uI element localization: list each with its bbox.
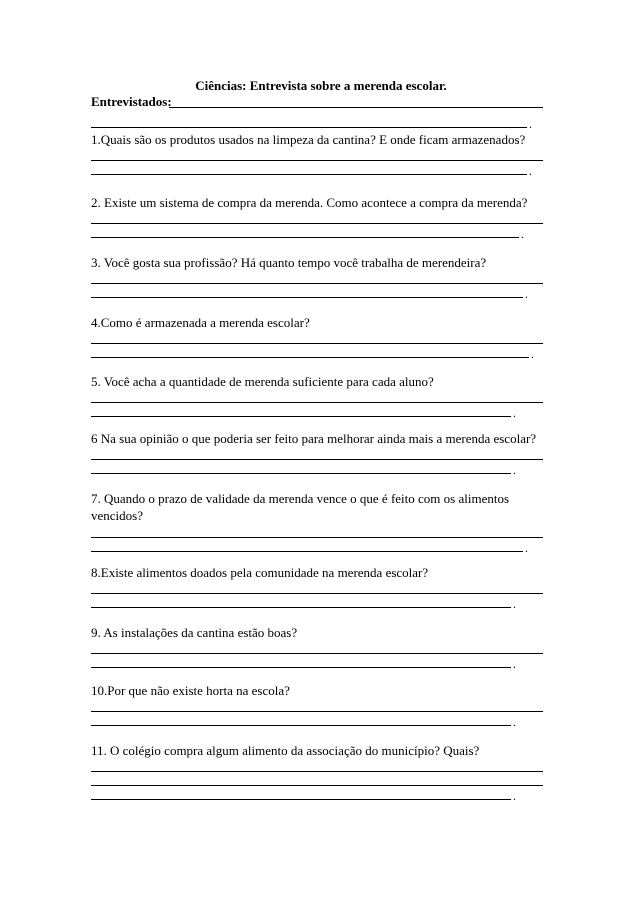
question-text: 10.Por que não existe horta na escola? [91,683,290,698]
answer-line[interactable] [91,758,543,772]
answer-line[interactable] [91,580,543,594]
period: . [529,164,532,178]
period: . [513,715,516,729]
answer-line[interactable] [91,772,543,786]
answer-line[interactable] [91,389,543,403]
question-text: 2. Existe um sistema de compra da merenda. Como acontece a compra da merenda? [91,195,528,210]
answer-line[interactable] [91,698,543,712]
question-9 [91,625,543,671]
question-11 [91,743,543,803]
period: . [513,789,516,803]
answer-line-last[interactable] [91,403,516,420]
question-text: 5. Você acha a quantidade de merenda suficiente para cada aluno? [91,374,434,389]
period: . [521,227,524,241]
question-6 [91,431,543,477]
question-text: 3. Você gosta sua profissão? Há quanto tempo você trabalha de merendeira? [91,255,487,270]
question-5 [91,374,543,420]
answer-line-last[interactable] [91,284,528,301]
answer-line-last[interactable] [91,460,516,477]
question-text: 4.Como é armazenada a merenda escolar? [91,315,310,330]
question-text: 9. As instalações da cantina estão boas? [91,625,298,640]
interviewees-answer-line[interactable] [169,107,543,108]
period: . [513,597,516,611]
question-8 [91,565,543,611]
answer-line-last[interactable] [91,654,516,671]
period: . [513,406,516,420]
interviewees-label: Entrevistados: [91,94,172,109]
question-text: 1.Quais são os produtos usados na limpeza da cantina? E onde ficam armazenados? [91,132,526,147]
page-title: Ciências: Entrevista sobre a merenda escolar. [195,78,447,93]
answer-line-last[interactable] [91,594,516,611]
answer-line-last[interactable] [91,786,516,803]
interviewees-row [91,94,543,114]
period: . [525,287,528,301]
period: . [513,463,516,477]
answer-line-last[interactable] [91,344,534,361]
answer-line[interactable] [91,147,543,161]
worksheet [91,78,543,803]
question-7 [91,490,543,555]
question-3 [91,255,543,301]
answer-line[interactable] [91,640,543,654]
question-text: 6 Na sua opinião o que poderia ser feito para melhorar ainda mais a merenda escolar? [91,431,537,446]
question-text: 8.Existe alimentos doados pela comunidade na merenda escolar? [91,565,429,580]
question-10 [91,683,543,729]
answer-line[interactable] [91,270,543,284]
answer-line[interactable] [91,210,543,224]
interviewees-answer-line-2[interactable] [91,114,532,131]
question-text: 11. O colégio compra algum alimento da associação do município? Quais? [91,743,480,758]
question-4 [91,315,543,361]
period: . [525,541,528,555]
answer-line-last[interactable] [91,712,516,729]
period: . [529,117,532,131]
answer-line-last[interactable] [91,224,524,241]
answer-line-last[interactable] [91,538,528,555]
answer-line[interactable] [91,524,543,538]
question-1 [91,132,543,178]
period: . [531,347,534,361]
answer-line-last[interactable] [91,161,532,178]
question-2 [91,195,543,241]
answer-line[interactable] [91,330,543,344]
period: . [513,657,516,671]
answer-line[interactable] [91,446,543,460]
question-text: 7. Quando o prazo de validade da merenda vence o que é feito com os alimentos vencidos? [91,491,510,523]
